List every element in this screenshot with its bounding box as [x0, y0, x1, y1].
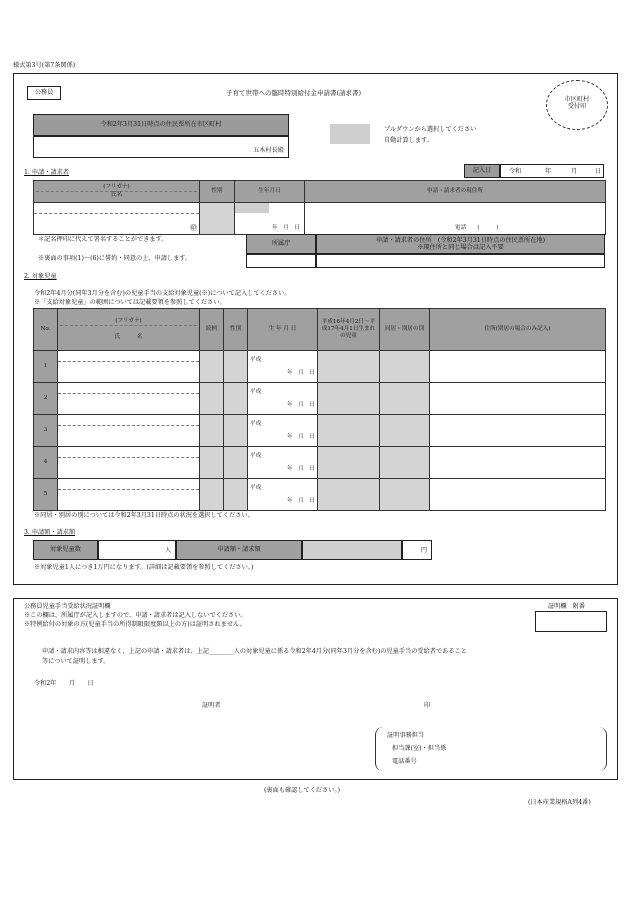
birth-ymd: 年 月 日: [272, 225, 300, 232]
furigana-label: (フリガナ): [36, 184, 197, 192]
row-number: 2: [34, 383, 58, 415]
col-birth: 生 年 月 日: [248, 309, 318, 351]
child-relation-field[interactable]: [200, 479, 224, 511]
address2-line2: ※現住所と同じ場合は記入不要: [417, 244, 504, 252]
consent-note: ※裏面の事項(1)～(6)に誓約・同意の上、申請します。: [38, 255, 192, 262]
date-label-cell: [464, 164, 500, 178]
count-label: 対象児童数: [50, 546, 81, 553]
jis-note: (日本産業規格A列4番): [528, 799, 591, 806]
heisei-label: 平成: [250, 356, 262, 363]
certifier-label: 証明者: [202, 702, 221, 709]
cert-body1: 申請・請求内容等は相違なく、上記の申請・請求者は、上記________人の対象児童に係る令和2年4月分(同年3月分を含む)の児童手当の受給者であること: [42, 648, 467, 655]
koumuin-label: 公務員: [34, 89, 54, 96]
seal-mark: ㊞: [190, 223, 197, 232]
birth-ymd: 年 月 日: [287, 465, 315, 472]
birth-header: 生年月日: [235, 181, 305, 203]
office-line1: 証明事務担当: [387, 732, 425, 739]
child-relation-field[interactable]: [200, 383, 224, 415]
affiliation-header: [246, 234, 316, 254]
address2-line1: 申請・請求者の住所 (令和2年3月31日時点の住民票所在地): [375, 237, 546, 244]
child-name-field[interactable]: [58, 383, 200, 415]
pulldown-note2: 自動計算します。: [384, 137, 434, 144]
birth-ymd: 年 月 日: [287, 433, 315, 440]
back-note: (裏面も確認してください。): [264, 787, 340, 794]
child-gender-field[interactable]: [224, 447, 248, 479]
child-birth-field[interactable]: [248, 383, 318, 415]
cert-note2: ※特例給付の対象の方(児童手当の所得制限限度額以上の方)は証明されません。: [24, 621, 246, 628]
date-day: 日: [595, 168, 602, 175]
address2-field[interactable]: [316, 254, 605, 268]
municipality-header: [33, 114, 289, 136]
pulldown-swatch: [330, 124, 370, 144]
row-number: 4: [34, 447, 58, 479]
date-era: 令和: [509, 168, 522, 175]
child-address-field[interactable]: [430, 383, 606, 415]
children-table: [33, 308, 606, 511]
child-born-field[interactable]: [318, 415, 380, 447]
child-address-field[interactable]: [430, 351, 606, 383]
child-gender-field[interactable]: [224, 351, 248, 383]
child-living-field[interactable]: [380, 351, 430, 383]
affiliation-field[interactable]: [246, 254, 316, 268]
living-note: ※同居・別居の別については令和2年3月31日時点の状況を選択してください。: [34, 512, 254, 519]
children-range-note: ※「支給対象児童」の範囲については記載要領を参照してください。: [34, 299, 226, 306]
child-gender-field[interactable]: [224, 383, 248, 415]
heisei-label: 平成: [250, 420, 262, 427]
date-field[interactable]: [500, 164, 604, 178]
applicant-birth-field[interactable]: [235, 203, 305, 235]
col-name-label: 氏 名: [114, 334, 143, 340]
child-birth-field[interactable]: [248, 447, 318, 479]
count-field[interactable]: [98, 540, 176, 560]
child-birth-field[interactable]: [248, 415, 318, 447]
col-gender: 性別: [224, 309, 248, 351]
child-living-field[interactable]: [380, 479, 430, 511]
table-row: [34, 415, 606, 447]
child-name-field[interactable]: [58, 447, 200, 479]
child-gender-field[interactable]: [224, 415, 248, 447]
child-address-field[interactable]: [430, 447, 606, 479]
child-born-field[interactable]: [318, 383, 380, 415]
phone-label: 電話 ( ): [455, 225, 499, 232]
count-header: [33, 540, 98, 560]
attach-number-field[interactable]: [535, 611, 607, 632]
stamp-line2: 受付印: [567, 103, 587, 111]
date-month: 月: [571, 168, 578, 175]
section1-title: 1. 申請・請求者: [24, 169, 69, 176]
table-row: [34, 447, 606, 479]
row-number: 1: [34, 351, 58, 383]
mayor-label: 五木村長殿: [253, 146, 284, 154]
child-relation-field[interactable]: [200, 447, 224, 479]
amount-header: [176, 540, 302, 560]
amount-unit-cell: [402, 540, 432, 560]
name-label: 氏名: [110, 192, 123, 198]
applicant-gender-field[interactable]: [200, 203, 235, 235]
heisei-label: 平成: [250, 388, 262, 395]
count-unit: 人: [164, 547, 171, 554]
amount-label: 申請額・請求額: [217, 546, 261, 553]
child-birth-field[interactable]: [248, 479, 318, 511]
attach-label: 証明欄 附番: [548, 603, 586, 610]
office-line2: 担当課(室)・担当係: [392, 745, 447, 752]
col-born-range: 平成16年4月2日～平成17年4月1日生まれの児童: [318, 309, 380, 351]
row-number: 5: [34, 479, 58, 511]
child-name-field[interactable]: [58, 351, 200, 383]
address-header: 申請・請求者の現住所: [305, 181, 606, 203]
table-row: [34, 383, 606, 415]
child-name-field[interactable]: [58, 479, 200, 511]
heisei-label: 平成: [250, 484, 262, 491]
children-desc: 令和2年4月分(同年3月分を含む)の児童手当の支給対象児童(※)について記入してください。: [34, 290, 291, 297]
stamp-line1: 市区町村: [564, 96, 590, 103]
cert-note1: ※この欄は、所属庁が記入しますので、申請・請求者は記入しないでください。: [24, 612, 247, 619]
birth-ymd: 年 月 日: [287, 369, 315, 376]
child-living-field[interactable]: [380, 415, 430, 447]
municipality-label: 令和2年3月31日時点の住民票所在市区町村: [100, 121, 222, 128]
child-gender-field[interactable]: [224, 479, 248, 511]
col-no: No.: [34, 309, 58, 351]
amount-unit: 円: [420, 547, 427, 554]
child-born-field[interactable]: [318, 479, 380, 511]
heisei-label: 平成: [250, 452, 262, 459]
cert-seal: 印: [424, 702, 431, 709]
col-address: 住所(別居の場合のみ記入): [430, 309, 606, 351]
row-number: 3: [34, 415, 58, 447]
section2-title: 2. 対象児童: [24, 273, 57, 280]
table-row: [34, 351, 606, 383]
child-living-field[interactable]: [380, 383, 430, 415]
gender-header: 性別: [200, 181, 235, 203]
col-furigana: (フリガナ): [60, 318, 197, 326]
amount-note: ※対象児童1人につき1万円になります。(詳細は記載要領を参照してください。): [34, 564, 254, 571]
section3-title: 3. 申請額・請求額: [24, 529, 76, 536]
form-title: 子育て世帯への臨時特別給付金申請書(請求書): [226, 89, 362, 97]
child-name-field[interactable]: [58, 415, 200, 447]
pulldown-note1: プルダウンから選択してください: [384, 126, 477, 133]
address2-header: [316, 234, 605, 254]
col-living: 同居・別居の別: [380, 309, 430, 351]
cert-date: 令和2年 月 日: [34, 680, 94, 687]
applicant-name-field[interactable]: [34, 203, 200, 235]
date-label: 記入日: [472, 167, 492, 174]
col-relation: 続柄: [200, 309, 224, 351]
cert-title: 公務員児童手当受給状況証明欄: [24, 603, 111, 610]
amount-field: [302, 540, 402, 560]
birth-ymd: 年 月 日: [287, 401, 315, 408]
child-relation-field[interactable]: [200, 351, 224, 383]
child-born-field[interactable]: [318, 351, 380, 383]
applicant-address-field[interactable]: [305, 203, 606, 235]
koumuin-box: [27, 86, 61, 100]
form-number: 様式第3号(第7条関係): [13, 62, 76, 69]
office-line3: 電話番号: [392, 758, 417, 765]
col-name: [58, 309, 200, 351]
child-address-field[interactable]: [430, 415, 606, 447]
date-year: 年: [545, 168, 552, 175]
applicant-table: [33, 180, 606, 235]
child-born-field[interactable]: [318, 447, 380, 479]
child-relation-field[interactable]: [200, 415, 224, 447]
affiliation-label: 所属庁: [271, 240, 291, 247]
reception-stamp: [546, 80, 608, 130]
child-living-field[interactable]: [380, 447, 430, 479]
municipality-field[interactable]: [33, 136, 289, 158]
child-birth-field[interactable]: [248, 351, 318, 383]
birth-ymd: 年 月 日: [287, 497, 315, 504]
cert-body2: 等について証明します。: [42, 658, 110, 665]
table-row: [34, 479, 606, 511]
seal-note: ＊記名押印に代えて署名することができます。: [38, 236, 168, 243]
name-header: [34, 181, 200, 203]
child-address-field[interactable]: [430, 479, 606, 511]
